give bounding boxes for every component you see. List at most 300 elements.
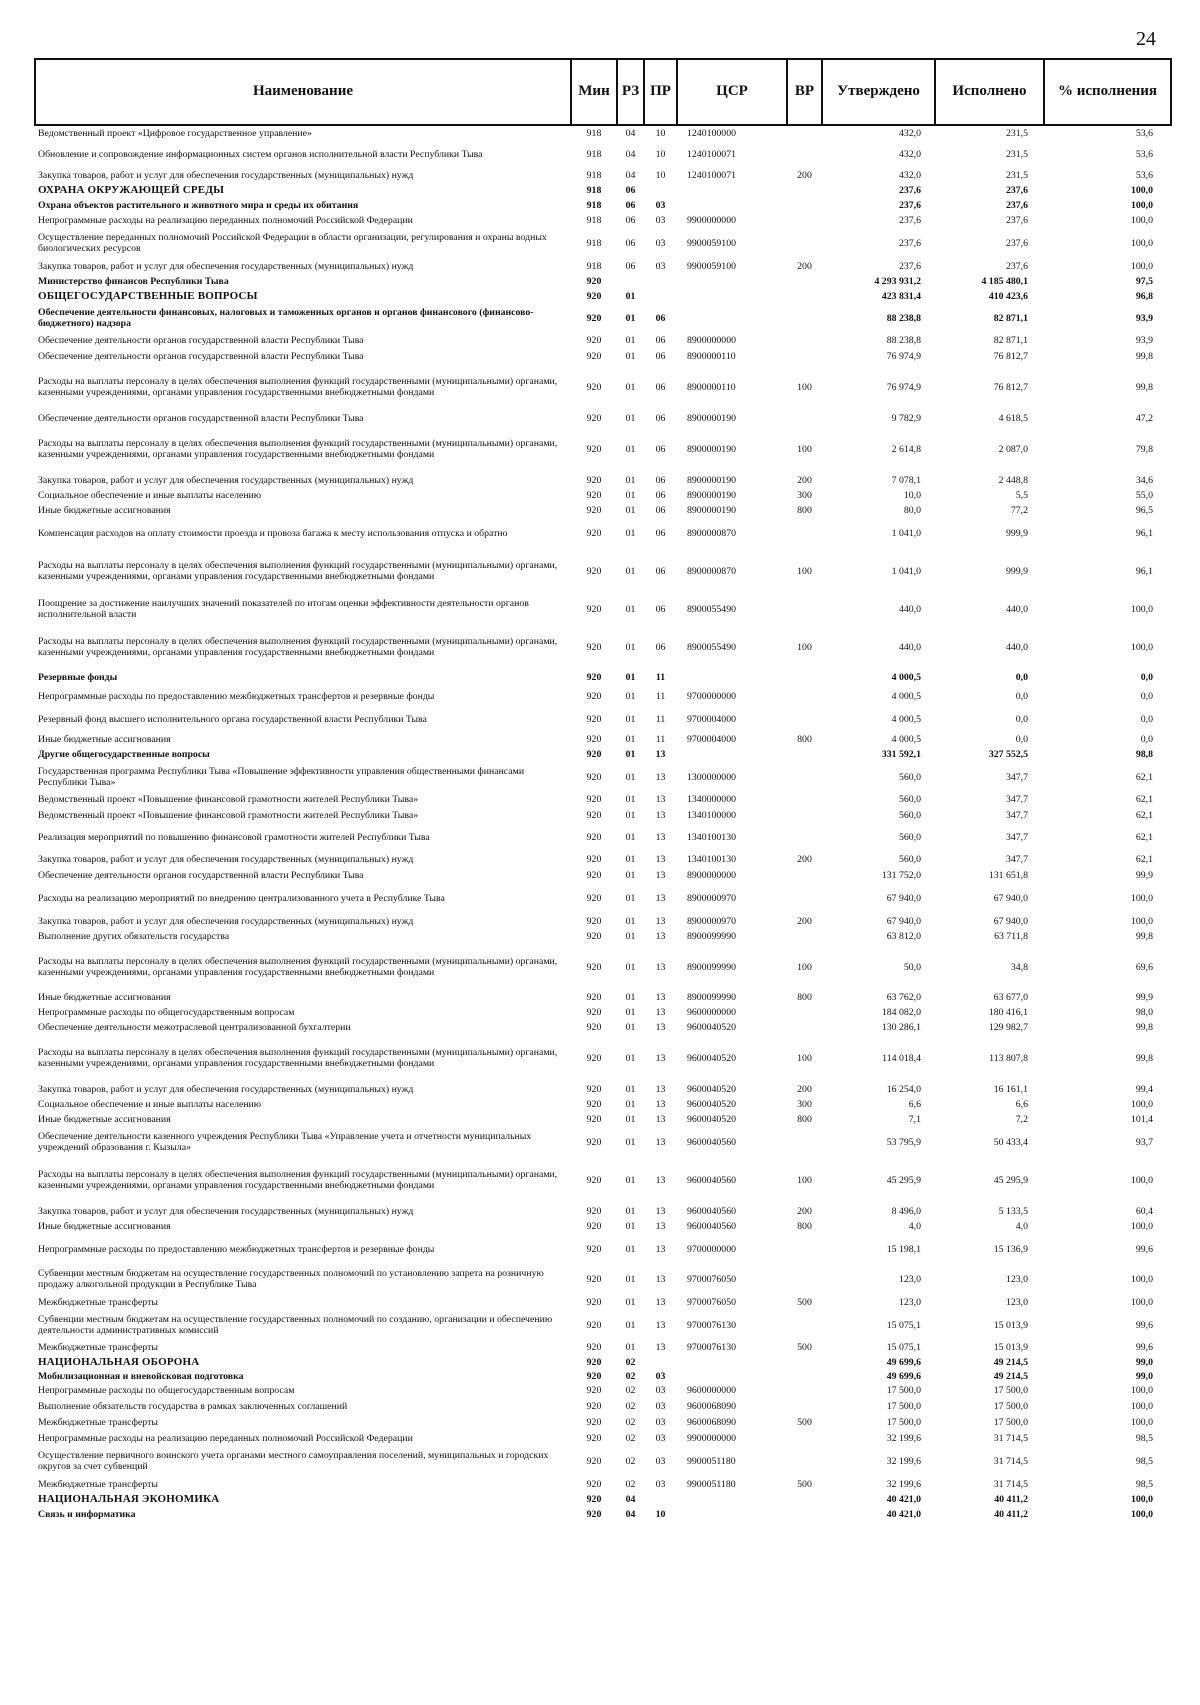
cell-csr: 9700076130 <box>687 1319 736 1331</box>
cell-name: Субвенции местным бюджетам на осуществление государственных полномочий по созданию, организации и обеспечению деятельности административных комиссий <box>38 1314 553 1336</box>
cell-approved: 67 940,0 <box>886 915 921 927</box>
cell-percent: 100,0 <box>1130 1416 1153 1428</box>
cell-pr: 03 <box>655 215 666 226</box>
cell-vr: 200 <box>797 260 812 272</box>
table-row <box>35 472 1171 488</box>
cell-min: 920 <box>586 505 602 516</box>
cell-min: 918 <box>586 215 602 226</box>
cell-csr: 1300000000 <box>687 771 736 783</box>
cell-approved: 32 199,6 <box>886 1478 921 1490</box>
cell-vr <box>787 332 822 348</box>
cell-name: Государственная программа Республики Тыва «Повышение эффективности управления общественными финансами Республики Тыва» <box>38 766 525 788</box>
cell-vr <box>787 1264 822 1294</box>
cell-percent: 34,6 <box>1135 474 1153 486</box>
cell-rz: 01 <box>625 312 636 324</box>
cell-percent: 99,8 <box>1135 350 1153 362</box>
cell-approved: 32 199,6 <box>886 1455 921 1467</box>
cell-percent: 99,4 <box>1135 1083 1153 1095</box>
cell-min: 918 <box>586 237 602 249</box>
cell-vr <box>787 929 822 944</box>
cell-rz: 02 <box>625 1385 636 1396</box>
cell-name: Обеспечение деятельности казенного учреждения Республики Тыва «Управление учета и отчетности муниципальных учреждений образования г. Кызыла» <box>38 1131 532 1153</box>
cell-pr: 13 <box>655 809 666 821</box>
cell-name: Ведомственный проект «Повышение финансовой грамотности жителей Республики Тыва» <box>38 809 419 821</box>
cell-rz: 01 <box>625 1221 636 1232</box>
cell-percent: 62,1 <box>1135 809 1153 821</box>
cell-name: Охрана объектов растительного и животного мира и среды их обитания <box>38 200 359 211</box>
table-row <box>35 1446 1171 1476</box>
table-row <box>35 851 1171 867</box>
cell-executed: 0,0 <box>1015 733 1028 745</box>
cell-executed: 40 411,2 <box>994 1494 1028 1505</box>
cell-csr: 1340000000 <box>687 794 736 805</box>
cell-rz: 01 <box>625 809 636 821</box>
cell-min: 920 <box>586 853 602 865</box>
cell-percent: 101,4 <box>1130 1114 1153 1125</box>
cell-rz: 01 <box>625 749 636 760</box>
cell-rz: 02 <box>625 1432 636 1444</box>
cell-min: 920 <box>586 1022 602 1033</box>
cell-pr: 03 <box>655 200 666 211</box>
cell-executed: 17 500,0 <box>993 1416 1028 1428</box>
cell-percent: 99,6 <box>1135 1319 1153 1331</box>
cell-executed: 347,7 <box>1005 853 1028 865</box>
cell-min: 920 <box>586 1509 602 1520</box>
cell-percent: 96,1 <box>1135 565 1153 577</box>
cell-name: Иные бюджетные ассигнования <box>38 992 171 1003</box>
cell-rz: 01 <box>625 603 636 615</box>
cell-pr: 13 <box>655 931 666 942</box>
cell-rz: 02 <box>625 1416 636 1428</box>
cell-min: 920 <box>586 1400 602 1412</box>
cell-approved: 184 082,0 <box>881 1007 921 1018</box>
cell-csr: 9600040560 <box>687 1136 736 1148</box>
cell-csr: 8900099990 <box>687 992 736 1003</box>
cell-rz: 01 <box>625 961 636 973</box>
cell-csr: 9700076050 <box>687 1296 736 1308</box>
cell-executed: 123,0 <box>1005 1273 1028 1285</box>
cell-approved: 440,0 <box>898 603 921 615</box>
cell-name: Обновление и сопровождение информационных систем органов исполнительной власти Республики Тыва <box>38 148 483 160</box>
cell-rz: 01 <box>625 412 636 424</box>
cell-min: 918 <box>586 200 602 211</box>
cell-min: 920 <box>586 809 602 821</box>
table-row <box>35 1112 1171 1127</box>
header-pr: ПР <box>644 59 677 125</box>
table-row <box>35 488 1171 503</box>
cell-percent: 100,0 <box>1130 237 1153 249</box>
cell-rz: 01 <box>625 474 636 486</box>
cell-min: 920 <box>586 1356 602 1368</box>
cell-executed: 50 433,4 <box>993 1136 1028 1148</box>
page-number: 24 <box>1136 28 1156 50</box>
cell-vr: 500 <box>797 1296 812 1308</box>
cell-min: 920 <box>586 1099 602 1110</box>
cell-min: 918 <box>586 128 602 139</box>
table-row <box>35 823 1171 851</box>
cell-approved: 331 592,1 <box>881 749 921 760</box>
cell-executed: 31 714,5 <box>993 1432 1028 1444</box>
cell-min: 920 <box>586 1221 602 1232</box>
cell-vr <box>787 747 822 762</box>
cell-csr: 9900000000 <box>687 215 736 226</box>
cell-min: 918 <box>586 148 602 160</box>
cell-rz: 02 <box>625 1400 636 1412</box>
cell-pr: 06 <box>655 350 666 362</box>
cell-vr <box>787 183 822 198</box>
cell-name: Иные бюджетные ассигнования <box>38 1114 171 1125</box>
cell-min: 920 <box>586 1370 602 1382</box>
cell-rz: 02 <box>625 1478 636 1490</box>
cell-pr <box>644 1492 677 1507</box>
table-row <box>35 348 1171 364</box>
table-header-row <box>35 59 1171 125</box>
table-row <box>35 624 1171 670</box>
cell-vr <box>787 670 822 685</box>
cell-vr: 200 <box>797 853 812 865</box>
cell-rz: 04 <box>625 148 636 160</box>
cell-name: Закупка товаров, работ и услуг для обеспечения государственных (муниципальных) нужд <box>38 169 414 181</box>
cell-rz: 01 <box>625 831 636 843</box>
cell-percent: 55,0 <box>1135 490 1153 501</box>
cell-name: Закупка товаров, работ и услуг для обеспечения государственных (муниципальных) нужд <box>38 1205 414 1217</box>
cell-vr: 800 <box>797 1221 812 1232</box>
cell-executed: 113 807,8 <box>989 1052 1028 1064</box>
cell-csr: 9700076130 <box>687 1342 736 1353</box>
cell-pr: 13 <box>655 1296 666 1308</box>
cell-percent: 100,0 <box>1130 185 1153 196</box>
cell-csr: 9600068090 <box>687 1416 736 1428</box>
cell-min: 920 <box>586 713 602 725</box>
cell-rz: 02 <box>625 1455 636 1467</box>
cell-executed: 0,0 <box>1015 713 1028 725</box>
cell-vr <box>787 685 822 707</box>
cell-name: Ведомственный проект «Цифровое государственное управление» <box>38 128 312 139</box>
cell-approved: 237,6 <box>898 260 921 272</box>
cell-min: 920 <box>586 1007 602 1018</box>
cell-approved: 423 831,4 <box>881 291 921 302</box>
table-row <box>35 670 1171 685</box>
cell-min: 920 <box>586 749 602 760</box>
table-row <box>35 1369 1171 1383</box>
cell-name: Закупка товаров, работ и услуг для обеспечения государственных (муниципальных) нужд <box>38 260 414 272</box>
cell-executed: 16 161,1 <box>993 1083 1028 1095</box>
cell-vr: 300 <box>797 490 812 501</box>
table-row <box>35 426 1171 472</box>
table-row <box>35 410 1171 426</box>
cell-approved: 6,6 <box>908 1099 921 1110</box>
cell-percent: 99,6 <box>1135 1243 1153 1255</box>
table-row <box>35 1264 1171 1294</box>
cell-percent: 93,9 <box>1135 334 1153 346</box>
cell-name: Выполнение обязательств государства в рамках заключенных соглашений <box>38 1400 348 1412</box>
cell-vr <box>787 1234 822 1264</box>
cell-name: Межбюджетные трансферты <box>38 1416 158 1428</box>
cell-percent: 62,1 <box>1135 831 1153 843</box>
cell-percent: 0,0 <box>1140 713 1153 725</box>
cell-approved: 32 199,6 <box>886 1432 921 1444</box>
cell-executed: 440,0 <box>1005 603 1028 615</box>
cell-pr: 13 <box>655 1273 666 1285</box>
cell-vr: 800 <box>797 992 812 1003</box>
cell-executed: 49 214,5 <box>993 1370 1028 1382</box>
cell-csr: 9700004000 <box>687 713 736 725</box>
cell-approved: 8 496,0 <box>891 1205 921 1217</box>
cell-approved: 440,0 <box>898 641 921 653</box>
cell-vr <box>787 883 822 913</box>
cell-percent: 99,0 <box>1135 1356 1153 1368</box>
cell-executed: 410 423,6 <box>988 291 1028 302</box>
cell-vr <box>787 594 822 624</box>
header-rz: РЗ <box>617 59 644 125</box>
cell-vr <box>787 867 822 883</box>
cell-name: Непрограммные расходы на реализацию переданных полномочий Российской Федерации <box>38 1432 413 1444</box>
cell-pr: 03 <box>655 1432 666 1444</box>
cell-vr: 100 <box>797 443 812 455</box>
cell-approved: 15 075,1 <box>886 1319 921 1331</box>
cell-approved: 17 500,0 <box>886 1416 921 1428</box>
cell-approved: 88 238,8 <box>886 334 921 346</box>
cell-approved: 15 075,1 <box>886 1342 921 1353</box>
cell-executed: 2 087,0 <box>998 443 1028 455</box>
cell-approved: 15 198,1 <box>886 1243 921 1255</box>
cell-pr: 06 <box>655 641 666 653</box>
cell-pr: 13 <box>655 749 666 760</box>
cell-percent: 100,0 <box>1130 1400 1153 1412</box>
cell-pr: 13 <box>655 1342 666 1353</box>
cell-min: 920 <box>586 1052 602 1064</box>
cell-csr <box>677 304 787 332</box>
cell-percent: 98,5 <box>1135 1478 1153 1490</box>
cell-csr: 9900059100 <box>687 260 736 272</box>
cell-rz: 02 <box>625 1370 636 1382</box>
cell-rz: 01 <box>625 1052 636 1064</box>
cell-percent: 62,1 <box>1135 853 1153 865</box>
cell-pr: 03 <box>655 1370 666 1382</box>
cell-rz: 01 <box>625 1342 636 1353</box>
cell-approved: 130 286,1 <box>881 1022 921 1033</box>
cell-approved: 7 078,1 <box>891 474 921 486</box>
cell-vr <box>787 274 822 289</box>
cell-approved: 7,1 <box>908 1114 921 1125</box>
cell-rz: 01 <box>625 992 636 1003</box>
cell-name: Расходы на реализацию мероприятий по внедрению централизованного учета в Республике Тыва <box>38 892 445 904</box>
cell-executed: 347,7 <box>1005 831 1028 843</box>
cell-vr <box>787 289 822 304</box>
header-percent: % исполнения <box>1044 59 1171 125</box>
cell-rz: 01 <box>625 527 636 539</box>
cell-vr <box>787 1492 822 1507</box>
cell-name: Непрограммные расходы на реализацию переданных полномочий Российской Федерации <box>38 215 413 226</box>
cell-percent: 98,5 <box>1135 1432 1153 1444</box>
cell-csr: 9700004000 <box>687 733 736 745</box>
cell-percent: 96,5 <box>1135 505 1153 516</box>
cell-pr: 10 <box>655 1509 666 1520</box>
cell-approved: 49 699,6 <box>886 1356 921 1368</box>
cell-approved: 237,6 <box>898 200 921 211</box>
cell-min: 918 <box>586 169 602 181</box>
cell-rz: 01 <box>625 334 636 346</box>
cell-approved: 17 500,0 <box>886 1400 921 1412</box>
cell-pr: 13 <box>655 992 666 1003</box>
cell-vr: 500 <box>797 1416 812 1428</box>
cell-vr <box>787 198 822 213</box>
cell-min: 920 <box>586 412 602 424</box>
table-row <box>35 1414 1171 1430</box>
cell-pr: 13 <box>655 1083 666 1095</box>
cell-executed: 237,6 <box>1005 200 1028 211</box>
cell-approved: 45 295,9 <box>886 1174 921 1186</box>
cell-vr <box>787 1127 822 1157</box>
cell-rz: 01 <box>625 641 636 653</box>
cell-csr <box>677 1369 787 1383</box>
cell-executed: 231,5 <box>1005 128 1028 139</box>
cell-rz: 01 <box>625 1136 636 1148</box>
cell-percent: 99,9 <box>1135 992 1153 1003</box>
cell-percent: 100,0 <box>1130 1221 1153 1232</box>
cell-pr: 11 <box>655 690 666 702</box>
cell-approved: 560,0 <box>898 771 921 783</box>
cell-vr <box>787 304 822 332</box>
table-row <box>35 141 1171 167</box>
cell-executed: 347,7 <box>1005 809 1028 821</box>
cell-pr: 06 <box>655 474 666 486</box>
cell-min: 920 <box>586 641 602 653</box>
cell-percent: 93,7 <box>1135 1136 1153 1148</box>
cell-vr <box>787 1398 822 1414</box>
table-row <box>35 1234 1171 1264</box>
cell-executed: 40 411,2 <box>994 1509 1028 1520</box>
cell-executed: 237,6 <box>1005 215 1028 226</box>
cell-rz: 06 <box>625 237 636 249</box>
cell-min: 920 <box>586 690 602 702</box>
cell-approved: 40 421,0 <box>886 1509 921 1520</box>
cell-percent: 96,8 <box>1135 291 1153 302</box>
cell-percent: 97,5 <box>1135 276 1153 287</box>
cell-min: 920 <box>586 474 602 486</box>
cell-pr: 06 <box>655 505 666 516</box>
cell-min: 920 <box>586 490 602 501</box>
cell-rz: 04 <box>625 169 636 181</box>
cell-executed: 999,9 <box>1005 527 1028 539</box>
cell-approved: 432,0 <box>898 148 921 160</box>
cell-executed: 131 651,8 <box>988 869 1028 881</box>
cell-percent: 100,0 <box>1130 1509 1153 1520</box>
cell-executed: 15 013,9 <box>993 1319 1028 1331</box>
cell-executed: 5 133,5 <box>998 1205 1028 1217</box>
cell-csr: 9700000000 <box>687 690 736 702</box>
cell-min: 920 <box>586 1385 602 1396</box>
table-row <box>35 594 1171 624</box>
cell-pr: 13 <box>655 771 666 783</box>
cell-vr <box>787 707 822 731</box>
cell-name: Расходы на выплаты персоналу в целях обеспечения выполнения функций государственными (муниципальными) органами, казенными учреждениями, органами управления государственными внебюджетными фондами <box>38 956 558 978</box>
cell-name: Компенсация расходов на оплату стоимости проезда и провоза багажа к месту использования отпуска и обратно <box>38 527 508 539</box>
cell-percent: 98,8 <box>1135 749 1153 760</box>
table-row <box>35 762 1171 792</box>
cell-min: 918 <box>586 185 602 196</box>
cell-csr: 8900000190 <box>687 412 736 424</box>
cell-executed: 347,7 <box>1005 794 1028 805</box>
cell-name: Резервные фонды <box>38 672 118 683</box>
cell-rz: 06 <box>625 185 636 196</box>
table-row <box>35 304 1171 332</box>
cell-vr <box>787 1446 822 1476</box>
table-row <box>35 707 1171 731</box>
budget-execution-table <box>34 58 1172 1522</box>
cell-csr: 8900000190 <box>687 474 736 486</box>
cell-min: 920 <box>586 733 602 745</box>
cell-percent: 0,0 <box>1140 672 1153 683</box>
cell-vr: 200 <box>797 1205 812 1217</box>
cell-name: Резервный фонд высшего исполнительного органа государственной власти Республики Тыва <box>38 713 427 725</box>
cell-min: 920 <box>586 1273 602 1285</box>
cell-percent: 100,0 <box>1130 915 1153 927</box>
cell-csr: 8900000190 <box>687 505 736 516</box>
table-row <box>35 913 1171 929</box>
cell-rz: 01 <box>625 690 636 702</box>
cell-rz: 01 <box>625 490 636 501</box>
cell-vr: 300 <box>797 1099 812 1110</box>
cell-name: НАЦИОНАЛЬНАЯ ОБОРОНА <box>38 1355 200 1368</box>
cell-min: 920 <box>586 869 602 881</box>
cell-rz: 01 <box>625 771 636 783</box>
cell-min: 920 <box>586 1205 602 1217</box>
cell-approved: 16 254,0 <box>886 1083 921 1095</box>
cell-rz: 04 <box>625 1494 636 1505</box>
cell-pr: 06 <box>655 412 666 424</box>
cell-name: Непрограммные расходы по предоставлению межбюджетных трансфертов и резервные фонды <box>38 690 435 702</box>
cell-vr: 100 <box>797 381 812 393</box>
cell-csr <box>677 747 787 762</box>
cell-approved: 50,0 <box>903 961 921 973</box>
cell-min: 920 <box>586 1114 602 1125</box>
cell-vr: 100 <box>797 961 812 973</box>
cell-vr <box>787 348 822 364</box>
cell-min: 920 <box>586 312 602 324</box>
header-approved: Утверждено <box>822 59 935 125</box>
cell-percent: 99,8 <box>1135 931 1153 942</box>
table-row <box>35 1157 1171 1203</box>
cell-rz: 01 <box>625 713 636 725</box>
cell-executed: 76 812,7 <box>993 350 1028 362</box>
cell-rz: 01 <box>625 892 636 904</box>
cell-name: Межбюджетные трансферты <box>38 1478 158 1490</box>
cell-vr <box>787 141 822 167</box>
cell-name: Ведомственный проект «Повышение финансовой грамотности жителей Республики Тыва» <box>38 794 419 805</box>
cell-approved: 131 752,0 <box>881 869 921 881</box>
cell-approved: 17 500,0 <box>886 1385 921 1396</box>
table-row <box>35 183 1171 198</box>
cell-csr: 9600040560 <box>687 1221 736 1232</box>
cell-vr <box>787 823 822 851</box>
cell-name: Социальное обеспечение и иные выплаты населению <box>38 1099 262 1110</box>
cell-min: 920 <box>586 1455 602 1467</box>
cell-approved: 123,0 <box>898 1296 921 1308</box>
table-row <box>35 1020 1171 1035</box>
cell-percent: 53,6 <box>1135 128 1153 139</box>
cell-rz: 01 <box>625 1022 636 1033</box>
cell-name: НАЦИОНАЛЬНАЯ ЭКОНОМИКА <box>38 1493 220 1505</box>
cell-pr: 13 <box>655 1221 666 1232</box>
cell-approved: 76 974,9 <box>886 381 921 393</box>
cell-rz: 04 <box>625 128 636 139</box>
cell-csr: 8900099990 <box>687 931 736 942</box>
cell-pr: 06 <box>655 443 666 455</box>
cell-csr: 9600000000 <box>687 1385 736 1396</box>
cell-csr: 8900099990 <box>687 961 736 973</box>
cell-name: Расходы на выплаты персоналу в целях обеспечения выполнения функций государственными (муниципальными) органами, казенными учреждениями, органами управления государственными внебюджетными фондами <box>38 438 558 460</box>
